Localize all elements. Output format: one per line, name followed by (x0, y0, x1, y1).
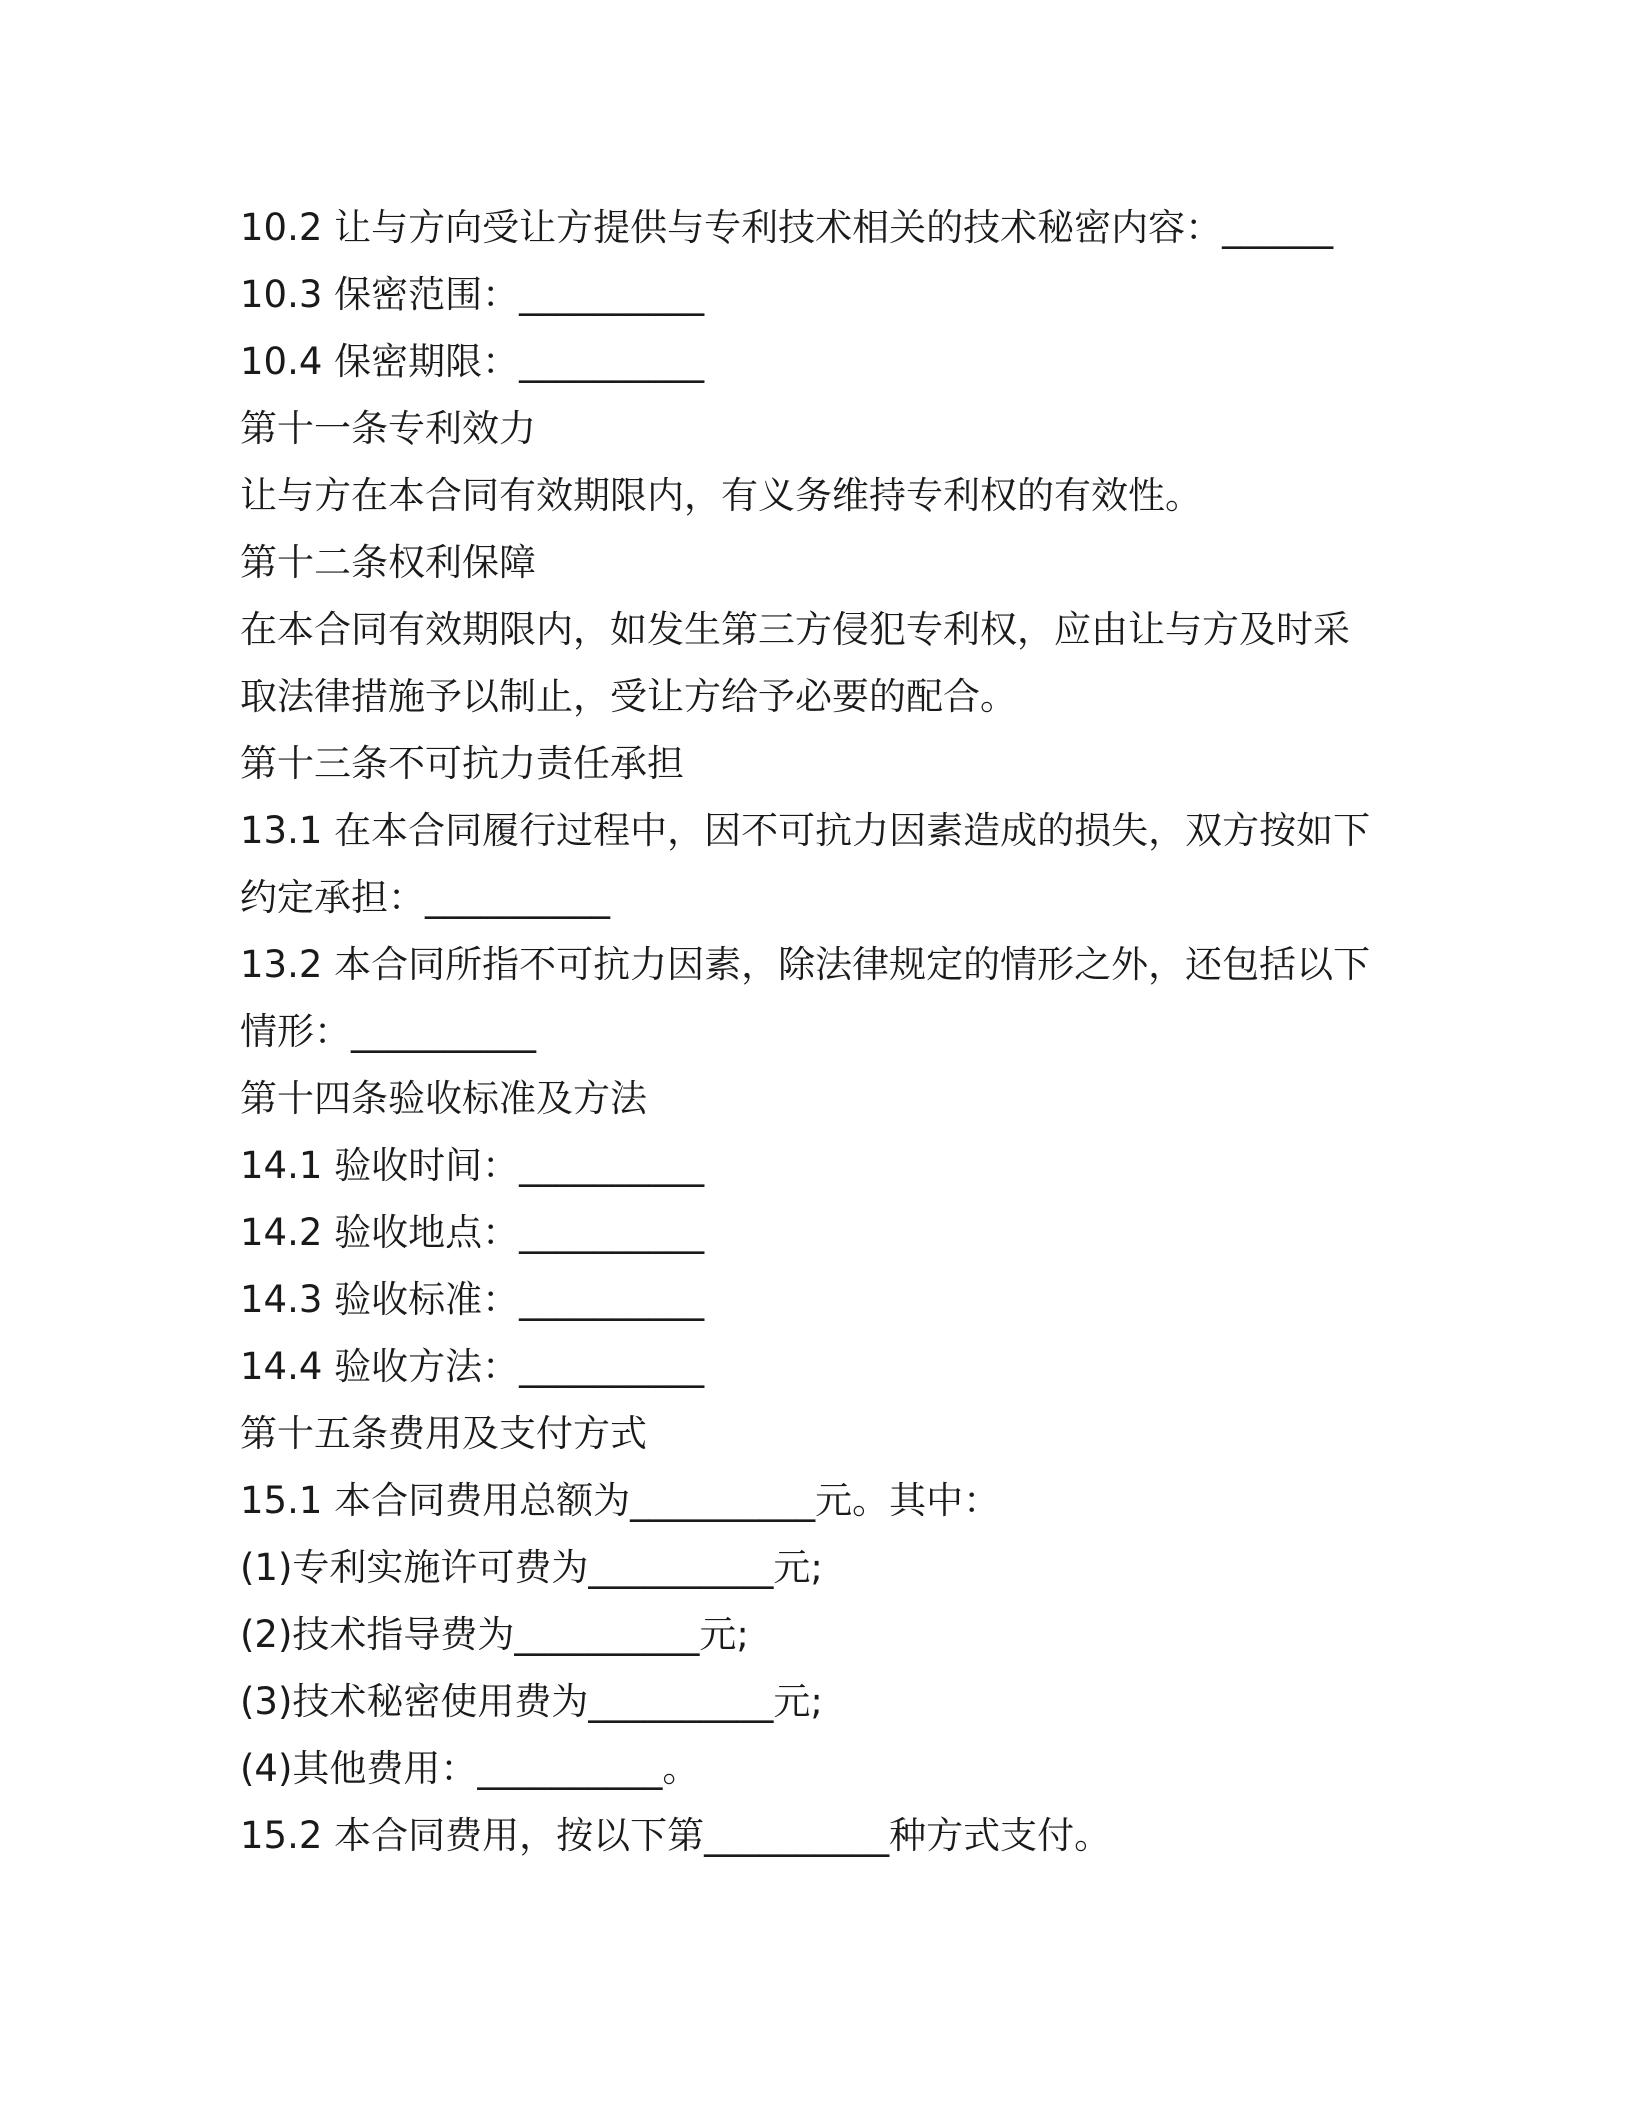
article-12-text-line-2: 取法律措施予以制止，受让方给予必要的配合。 (240, 675, 1017, 718)
fee-item-3: (3)技术秘密使用费为__________元; (240, 1680, 823, 1723)
clause-13-1-line-2: 约定承担：__________ (240, 876, 610, 919)
clause-10-4: 10.4 保密期限：__________ (240, 340, 705, 383)
article-11-text: 让与方在本合同有效期限内，有义务维持专利权的有效性。 (240, 474, 1202, 517)
document-body (240, 194, 1400, 1869)
clause-10-3: 10.3 保密范围：__________ (240, 273, 705, 316)
clause-15-1: 15.1 本合同费用总额为__________元。其中： (240, 1479, 1001, 1522)
article-15-heading: 第十五条费用及支付方式 (240, 1412, 647, 1455)
article-14-heading: 第十四条验收标准及方法 (240, 1077, 647, 1120)
clause-14-2: 14.2 验收地点：__________ (240, 1211, 705, 1254)
clause-13-1-line-1: 13.1 在本合同履行过程中，因不可抗力因素造成的损失，双方按如下 (240, 809, 1371, 852)
clause-14-4: 14.4 验收方法：__________ (240, 1345, 705, 1388)
clause-14-3: 14.3 验收标准：__________ (240, 1278, 705, 1321)
article-13-heading: 第十三条不可抗力责任承担 (240, 742, 684, 785)
article-11-heading: 第十一条专利效力 (240, 407, 536, 450)
fee-item-4: (4)其他费用：__________。 (240, 1747, 700, 1790)
fee-item-1: (1)专利实施许可费为__________元; (240, 1546, 823, 1589)
article-12-text-line-1: 在本合同有效期限内，如发生第三方侵犯专利权，应由让与方及时采 (240, 608, 1350, 651)
clause-14-1: 14.1 验收时间：__________ (240, 1144, 705, 1187)
clause-13-2-line-2: 情形：__________ (240, 1010, 536, 1053)
clause-13-2-line-1: 13.2 本合同所指不可抗力因素，除法律规定的情形之外，还包括以下 (240, 943, 1371, 986)
fee-item-2: (2)技术指导费为__________元; (240, 1613, 749, 1656)
clause-10-2: 10.2 让与方向受让方提供与专利技术相关的技术秘密内容：______ (240, 206, 1334, 249)
article-12-heading: 第十二条权利保障 (240, 541, 536, 584)
clause-15-2: 15.2 本合同费用，按以下第__________种方式支付。 (240, 1814, 1112, 1857)
